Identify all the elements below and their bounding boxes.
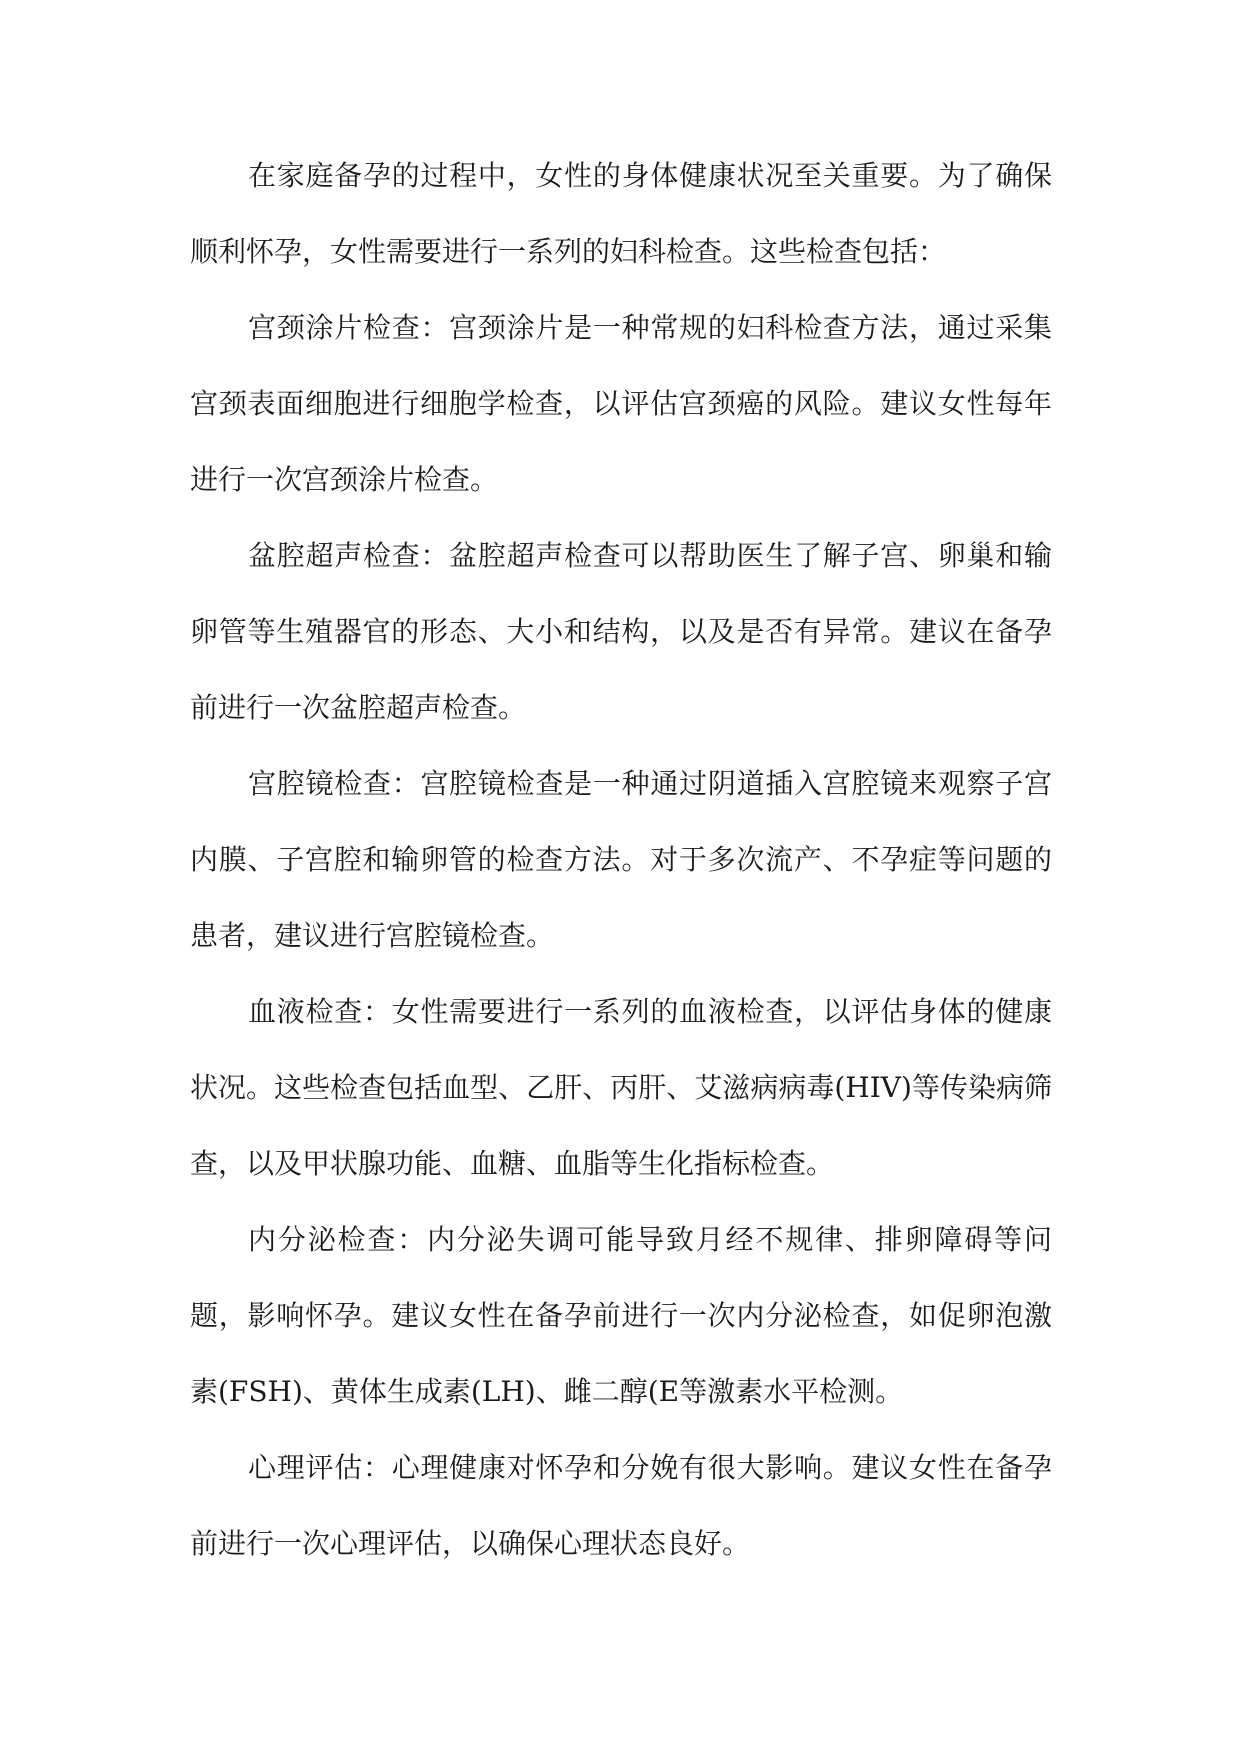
paragraph-blood-test: 血液检查：女性需要进行一系列的血液检查，以评估身体的健康状况。这些检查包括血型、乙肝、丙肝、艾滋病病毒(HIV)等传染病筛查，以及甲状腺功能、血糖、血脂等生化指标检查。 bbox=[190, 995, 1052, 1180]
paragraph-endocrine-test: 内分泌检查：内分泌失调可能导致月经不规律、排卵障碍等问题，影响怀孕。建议女性在备孕前进行一次内分泌检查，如促卵泡激素(FSH)、黄体生成素(LH)、雌二醇(E等激素水平检测。 bbox=[190, 1223, 1052, 1408]
paragraph-pelvic-ultrasound: 盆腔超声检查：盆腔超声检查可以帮助医生了解子宫、卵巢和输卵管等生殖器官的形态、大小和结构，以及是否有异常。建议在备孕前进行一次盆腔超声检查。 bbox=[190, 539, 1052, 724]
paragraph-cervical-smear: 宫颈涂片检查：宫颈涂片是一种常规的妇科检查方法，通过采集宫颈表面细胞进行细胞学检查，以评估宫颈癌的风险。建议女性每年进行一次宫颈涂片检查。 bbox=[190, 311, 1052, 496]
document-body bbox=[190, 138, 1052, 1582]
paragraph-psychological-assessment: 心理评估：心理健康对怀孕和分娩有很大影响。建议女性在备孕前进行一次心理评估，以确保心理状态良好。 bbox=[190, 1451, 1052, 1560]
paragraph-intro: 在家庭备孕的过程中，女性的身体健康状况至关重要。为了确保顺利怀孕，女性需要进行一系列的妇科检查。这些检查包括： bbox=[190, 159, 1052, 268]
paragraph-hysteroscopy: 宫腔镜检查：宫腔镜检查是一种通过阴道插入宫腔镜来观察子宫内膜、子宫腔和输卵管的检查方法。对于多次流产、不孕症等问题的患者，建议进行宫腔镜检查。 bbox=[190, 767, 1052, 952]
